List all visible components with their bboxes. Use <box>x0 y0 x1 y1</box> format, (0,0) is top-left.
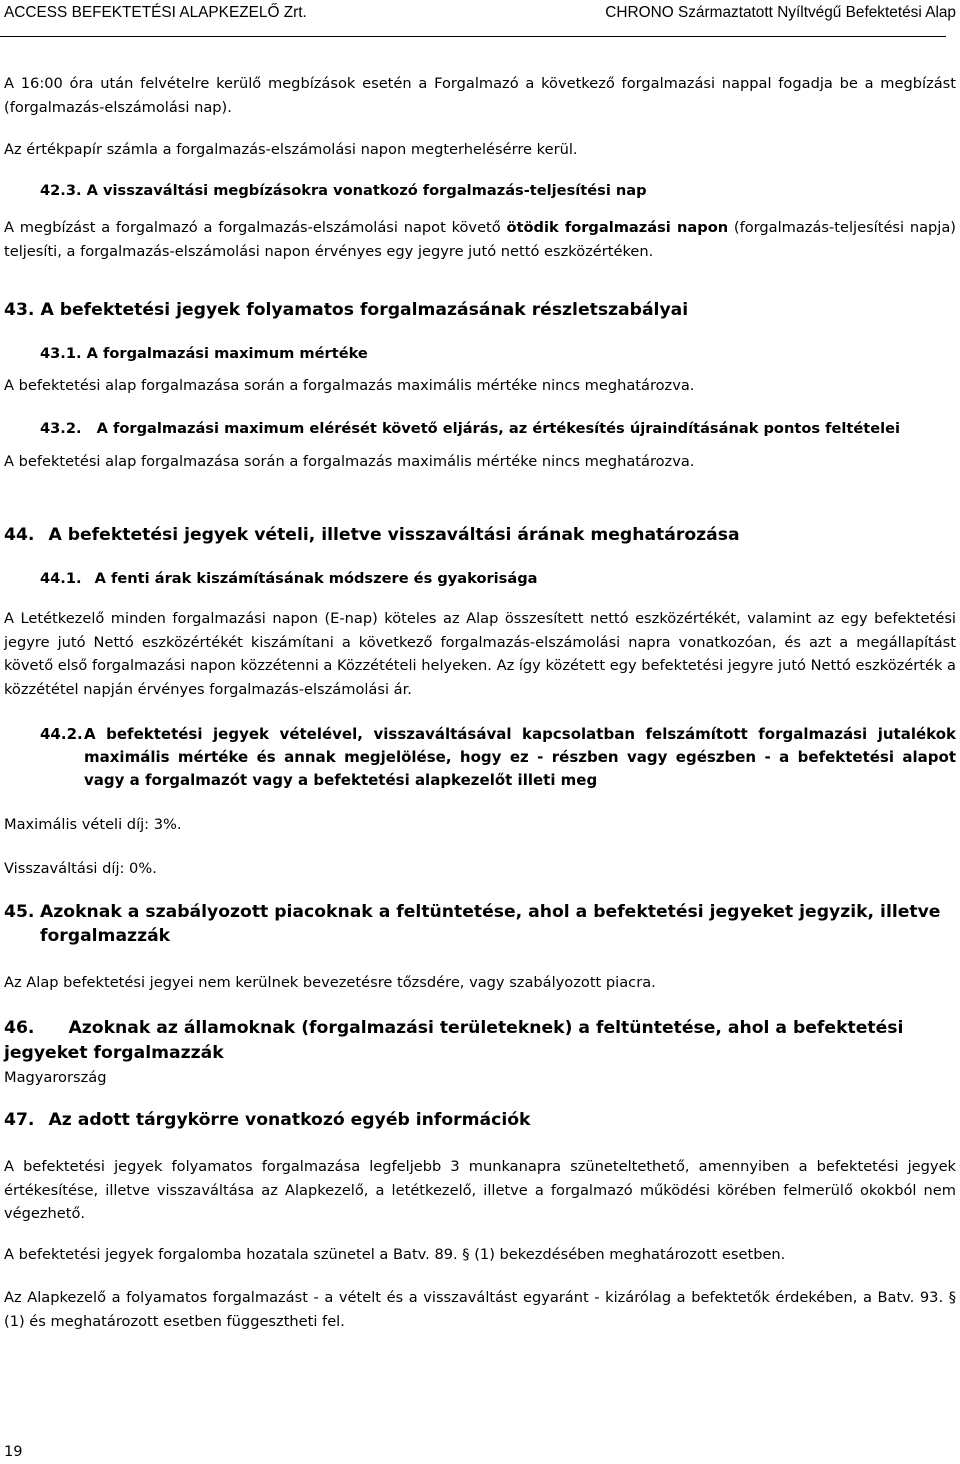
heading-number: 44.2. <box>40 725 83 743</box>
heading-43-1 <box>40 343 956 365</box>
heading-title: A befektetési jegyek vételi, illetve visszaváltási árának meghatározása <box>48 525 740 545</box>
heading-47 <box>4 1108 956 1132</box>
heading-45 <box>4 900 956 948</box>
heading-title: A befektetési jegyek vételével, visszaváltásával kapcsolatban felszámított forgalmazási jutalékok maximális mértéke és annak megjelölése, hogy ez - részben vagy egészben - a befektetési alapot vagy a forgalmazót vagy a befektetési alapkezelőt illeti meg <box>84 725 956 789</box>
heading-44-1 <box>40 568 956 590</box>
heading-number: 44. <box>4 525 35 545</box>
heading-title: Az adott tárgykörre vonatkozó egyéb információk <box>48 1110 531 1130</box>
paragraph-pricing-method: A Letétkezelő minden forgalmazási napon (E-nap) köteles az Alap összesített nettó eszközértékét, valamint az egy befektetési jegyre jutó Nettó eszközértékét kiszámítani a következő forgalmazás-elszámolási napra vonatkozóan, és azt a megállapítást követő első forgalmazási napon közzétenni a Közzétételi helyeken. Az így közétett egy befektetési jegyre jutó Nettó eszközérték a közzététel napján érvényes forgalmazás-elszámolási ár. <box>4 610 956 698</box>
paragraph-maximum-procedure: A befektetési alap forgalmazása során a forgalmazás maximális mértéke nincs meghatározva. <box>4 453 695 470</box>
heading-number: 47. <box>4 1110 35 1130</box>
paragraph-regulated-markets: Az Alap befektetési jegyei nem kerülnek bevezetésre tőzsdére, vagy szabályozott piacra. <box>4 974 656 991</box>
header-right: CHRONO Származtatott Nyíltvégű Befektetési Alap <box>605 4 956 21</box>
heading-number: 46. <box>4 1018 35 1038</box>
heading-number: 44.1. <box>40 570 82 587</box>
heading-title: A fenti árak kiszámításának módszere és gyakorisága <box>94 570 538 587</box>
heading-42-3 <box>40 180 956 202</box>
heading-title: A befektetési jegyek folyamatos forgalmazásának részletszabályai <box>40 300 689 320</box>
heading-title: A visszaváltási megbízásokra vonatkozó forgalmazás-teljesítési nap <box>86 182 647 199</box>
heading-number: 43.2. <box>40 420 82 437</box>
paragraph-settlement-day: A megbízást a forgalmazó a forgalmazás-elszámolási napot követő ötödik forgalmazási napon (forgalmazás-teljesítési napja) teljesíti, a forgalmazás-elszámolási napon érvényes egy jegyre jutó nettó eszközértéken. <box>4 219 956 260</box>
heading-43-2 <box>40 418 956 440</box>
header-divider <box>0 36 946 37</box>
paragraph-maximum: A befektetési alap forgalmazása során a forgalmazás maximális mértéke nincs meghatározva. <box>4 377 695 394</box>
heading-number: 43.1. <box>40 345 82 362</box>
heading-46 <box>4 1016 956 1066</box>
paragraph-cutoff-rule: A 16:00 óra után felvételre kerülő megbízások esetén a Forgalmazó a következő forgalmazási nappal fogadja be a megbízást (forgalmazás-elszámolási nap). <box>4 75 956 116</box>
heading-title: Azoknak a szabályozott piacoknak a feltüntetése, ahol a befektetési jegyeket jegyzik, illetve forgalmazzák <box>40 902 941 946</box>
heading-44 <box>4 523 956 547</box>
page-number: 19 <box>4 1443 23 1460</box>
heading-number: 43. <box>4 300 35 320</box>
heading-43 <box>4 298 956 322</box>
heading-number: 45. <box>4 902 35 922</box>
heading-title: A forgalmazási maximum elérését követő eljárás, az értékesítés újraindításának pontos feltételei <box>96 420 901 437</box>
heading-44-2 <box>40 723 956 792</box>
heading-title: A forgalmazási maximum mértéke <box>86 345 368 362</box>
header-left: ACCESS BEFEKTETÉSI ALAPKEZELŐ Zrt. <box>4 4 307 21</box>
paragraph-redemption-fee: Visszaváltási díj: 0%. <box>4 860 157 877</box>
heading-number: 42.3. <box>40 182 82 199</box>
paragraph-suspension-reason: Az Alapkezelő a folyamatos forgalmazást - a vételt és a visszaváltást egyaránt - kizárólag a befektetők érdekében, a Batv. 93. § (1) és meghatározott esetben függesztheti fel. <box>4 1289 956 1330</box>
paragraph-issuance-pause: A befektetési jegyek forgalomba hozatala szünetel a Batv. 89. § (1) bekezdésében meghatározott esetben. <box>4 1246 786 1263</box>
paragraph-max-purchase-fee: Maximális vételi díj: 3%. <box>4 816 182 833</box>
heading-title: Azoknak az államoknak (forgalmazási területeknek) a feltüntetése, ahol a befektetési jegyeket forgalmazzák <box>4 1018 904 1063</box>
paragraph-country: Magyarország <box>4 1069 107 1086</box>
paragraph-account-debit: Az értékpapír számla a forgalmazás-elszámolási napon megterhelésérre kerül. <box>4 141 578 158</box>
paragraph-suspension: A befektetési jegyek folyamatos forgalmazása legfeljebb 3 munkanapra szüneteltethető, amennyiben a befektetési jegyek értékesítése, illetve visszaváltása az Alapkezelő, a letétkezelő, illetve a forgalmazó működési körében felmerülő okokból nem végezhető. <box>4 1158 956 1222</box>
